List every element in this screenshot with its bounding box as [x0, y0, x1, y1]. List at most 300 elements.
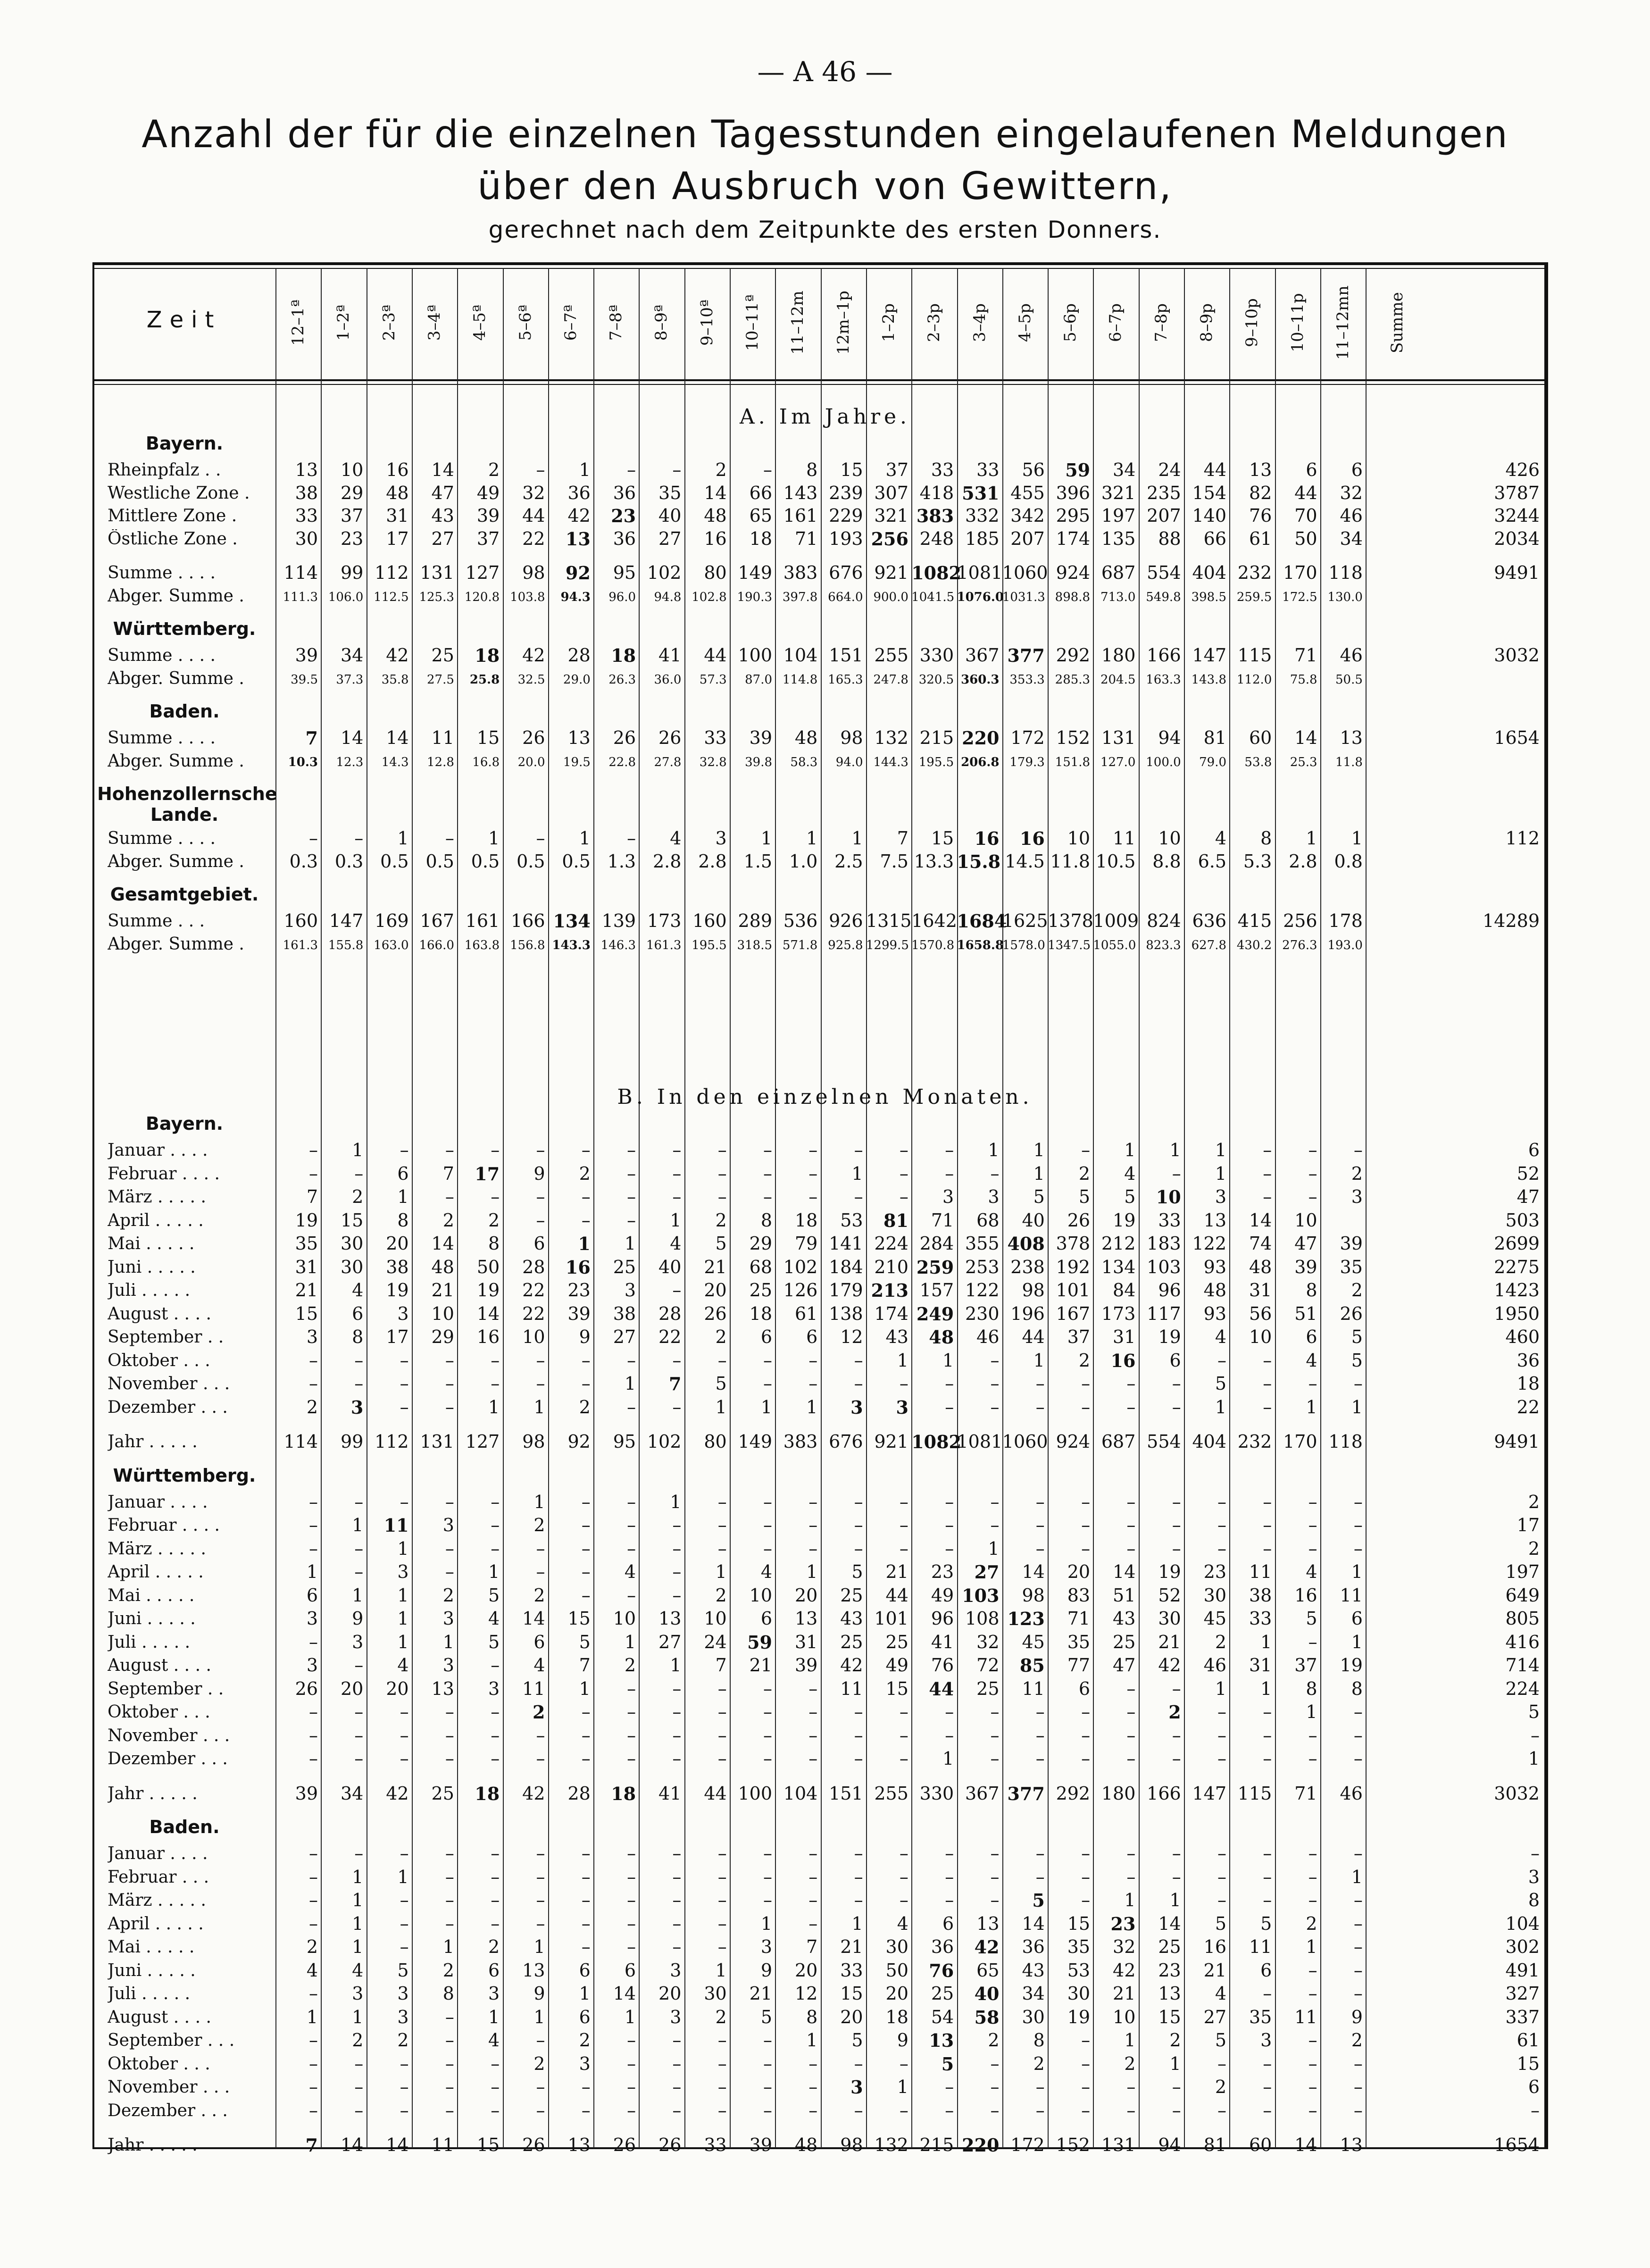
cell: 11 [840, 1678, 863, 1699]
cell: 2 [442, 1584, 454, 1606]
cell: 40 [974, 1983, 1000, 2004]
cell: – [717, 1186, 727, 1207]
row-total: 3244 [1494, 505, 1540, 526]
cell: 14 [522, 1608, 545, 1629]
cell: 1 [579, 1983, 591, 2004]
cell: – [581, 1843, 591, 1864]
cell: 1081 [957, 1431, 1003, 1452]
cell: – [627, 1350, 636, 1371]
cell: 98 [1022, 1280, 1045, 1301]
cell: 17 [386, 528, 409, 549]
cell: 126 [783, 1280, 818, 1301]
row-label: Abger. Summe . [108, 851, 244, 871]
cell: 554 [1147, 562, 1181, 583]
cell: 28 [522, 1256, 545, 1277]
cell: 15 [931, 828, 954, 849]
cell: 14 [1294, 2135, 1317, 2155]
cell: – [1263, 1983, 1272, 2004]
cell: – [1126, 1373, 1136, 1394]
cell: – [1263, 1491, 1272, 1512]
row-total: 22 [1517, 1396, 1540, 1418]
cell: 15 [476, 2135, 500, 2155]
cell: 27 [658, 1631, 682, 1652]
cell: 7 [897, 828, 908, 849]
cell: – [763, 1163, 772, 1184]
cell: – [1308, 1843, 1317, 1864]
cell: – [717, 2100, 727, 2121]
cell: 12.3 [336, 755, 364, 769]
cell: 408 [1007, 1233, 1045, 1254]
cell: – [1172, 1748, 1181, 1769]
cell: – [1126, 1678, 1136, 1699]
cell: 627.8 [1191, 938, 1226, 952]
cell: – [445, 1491, 454, 1512]
cell: – [400, 1350, 409, 1371]
cell: 25.3 [1290, 755, 1317, 769]
cell: 3 [397, 2006, 409, 2027]
cell: 31 [1113, 1326, 1136, 1347]
cell: 34 [1113, 459, 1136, 480]
cell: 15 [476, 727, 500, 748]
cell: 42 [840, 1655, 863, 1676]
cell: 33 [976, 459, 1000, 480]
cell: – [717, 2053, 727, 2074]
cell: 36 [931, 1936, 954, 1957]
cell: 1 [1351, 1631, 1363, 1652]
cell: – [1081, 1890, 1091, 1910]
cell: 66 [1203, 528, 1226, 549]
cell: – [309, 1538, 318, 1559]
cell: – [672, 1936, 682, 1957]
cell: 112 [375, 1431, 409, 1452]
cell: 21 [295, 1280, 318, 1301]
cell: 342 [1010, 505, 1045, 526]
cell: 1 [897, 2076, 908, 2097]
cell: 571.8 [782, 938, 818, 952]
cell: – [1217, 1843, 1226, 1864]
cell: – [717, 1538, 727, 1559]
cell: 50 [476, 1256, 500, 1277]
cell: 39 [749, 727, 772, 748]
cell: – [536, 1890, 545, 1910]
cell: 16 [1294, 1584, 1317, 1606]
cell: 43 [885, 1326, 908, 1347]
cell: 20.0 [517, 755, 545, 769]
cell: – [1308, 2076, 1317, 2097]
cell: 1347.5 [1048, 938, 1091, 952]
cell: 25 [885, 1631, 908, 1652]
cell: 5 [397, 1959, 409, 1981]
hour-header-5 [457, 271, 502, 375]
cell: 37 [1294, 1655, 1317, 1676]
cell: – [1126, 1701, 1136, 1722]
cell: 5 [1215, 1913, 1226, 1934]
cell: – [309, 1890, 318, 1910]
cell: – [1353, 1373, 1363, 1394]
cell: 360.3 [961, 672, 1000, 687]
hour-header-text: 10–11ª [743, 294, 762, 351]
cell: 10 [704, 1608, 727, 1629]
cell: – [354, 1701, 364, 1722]
cell: – [1172, 1163, 1181, 1184]
cell: 13 [658, 1608, 682, 1629]
row-total: 805 [1505, 1608, 1540, 1629]
cell: 45 [1022, 1631, 1045, 1652]
cell: 44 [885, 1584, 908, 1606]
cell: 367 [965, 645, 1000, 666]
cell: 144.3 [873, 755, 908, 769]
cell: – [945, 1538, 954, 1559]
cell: 32 [976, 1631, 1000, 1652]
cell: 115 [1237, 645, 1272, 666]
cell: 27 [658, 528, 682, 549]
cell: 3 [670, 1959, 682, 1981]
cell: – [945, 1701, 954, 1722]
cell: 1 [1260, 1678, 1272, 1699]
cell: 823.3 [1146, 938, 1181, 952]
cell: 2 [579, 2030, 591, 2051]
cell: 1 [806, 1561, 818, 1582]
cell: 232 [1237, 562, 1272, 583]
cell: 23 [340, 528, 364, 549]
cell: 41 [658, 1783, 682, 1804]
cell: 35 [1249, 2006, 1272, 2027]
cell: 42 [1158, 1655, 1181, 1676]
cell: – [990, 1866, 1000, 1887]
cell: 117 [1147, 1303, 1181, 1324]
row-label: Summe . . . . [108, 728, 216, 748]
cell: – [717, 1748, 727, 1769]
hour-header-20 [1139, 271, 1184, 375]
cell: 3 [670, 2006, 682, 2027]
cell: 127 [465, 562, 500, 583]
cell: 195.5 [692, 938, 727, 952]
cell: 6 [624, 1959, 636, 1981]
cell: 4 [1306, 1561, 1317, 1582]
row-total: – [1531, 1725, 1540, 1746]
cell: 157 [919, 1280, 954, 1301]
cell: 377 [1007, 1783, 1045, 1804]
cell: – [854, 1748, 863, 1769]
cell: – [491, 1515, 500, 1535]
cell: 1 [306, 1561, 318, 1582]
cell: 38 [613, 1303, 636, 1324]
row-label: Oktober . . . [108, 1702, 210, 1722]
hour-header-text: 6–7p [1106, 303, 1125, 342]
cell: 143 [783, 482, 818, 503]
cell: 36.0 [654, 672, 682, 687]
cell: 30 [1067, 1983, 1091, 2004]
cell: 1 [579, 1678, 591, 1699]
cell: 44 [929, 1678, 954, 1700]
cell: 22 [522, 1280, 545, 1301]
cell: 11 [1249, 1936, 1272, 1957]
cell: 45 [1203, 1608, 1226, 1629]
cell: – [672, 1890, 682, 1910]
cell: 172.5 [1282, 590, 1317, 604]
row-label: Mai . . . . . [108, 1937, 195, 1957]
cell: 531 [962, 482, 1000, 504]
cell: 1031.3 [1002, 590, 1045, 604]
cell: 98 [1022, 1584, 1045, 1606]
row-total: 9491 [1494, 1431, 1540, 1452]
cell: 3 [352, 1631, 364, 1652]
cell: 212 [1101, 1233, 1136, 1254]
cell: 10.5 [1095, 850, 1136, 872]
cell: – [1263, 1515, 1272, 1535]
cell: 56 [1249, 1303, 1272, 1324]
cell: – [763, 1748, 772, 1769]
cell: 94 [1158, 727, 1181, 748]
cell: 1 [942, 1350, 954, 1371]
cell: 41 [658, 645, 682, 666]
cell: 7 [668, 1373, 682, 1394]
cell: 39.8 [745, 755, 772, 769]
cell: 25 [613, 1256, 636, 1277]
cell: 127.0 [1100, 755, 1136, 769]
cell: 102 [647, 1431, 682, 1452]
cell: 18 [749, 1303, 772, 1324]
hour-header-text: 4–5p [1015, 303, 1034, 342]
cell: 5 [760, 2006, 772, 2027]
cell: – [1081, 1748, 1091, 1769]
cell: 4 [1215, 828, 1226, 849]
cell: 3 [306, 1608, 318, 1629]
cell: – [808, 2053, 818, 2074]
cell: – [990, 1701, 1000, 1722]
cell: 25 [931, 1983, 954, 2004]
cell: 61 [1249, 528, 1272, 549]
cell: 1 [1124, 1890, 1136, 1910]
cell: 193.0 [1327, 938, 1363, 952]
cell: 6 [579, 1959, 591, 1981]
cell: 71 [931, 1209, 954, 1231]
cell: 255 [874, 1783, 908, 1804]
cell: – [1126, 1866, 1136, 1887]
cell: 138 [829, 1303, 863, 1324]
cell: 26 [658, 2135, 682, 2155]
cell: – [1035, 1701, 1045, 1722]
cell: 163.3 [1146, 672, 1181, 687]
cell: – [627, 1163, 636, 1184]
cell: – [627, 828, 636, 849]
cell: 220 [962, 2135, 1000, 2156]
cell: 96 [1158, 1280, 1181, 1301]
cell: 101 [874, 1608, 908, 1629]
cell: – [536, 1538, 545, 1559]
cell: – [581, 1491, 591, 1512]
cell: – [763, 459, 772, 480]
cell: 1 [897, 1350, 908, 1371]
cell: 135 [1101, 528, 1136, 549]
cell: – [1035, 1396, 1045, 1418]
cell: – [1217, 1538, 1226, 1559]
cell: 332 [965, 505, 1000, 526]
cell: 15 [1158, 2006, 1181, 2027]
cell: 2 [1215, 1631, 1226, 1652]
cell: 26 [704, 1303, 727, 1324]
cell: 10 [1067, 828, 1091, 849]
cell: 94.3 [560, 590, 591, 604]
cell: – [1263, 1748, 1272, 1769]
cell: 5 [1351, 1350, 1363, 1371]
cell: – [717, 2030, 727, 2051]
cell: – [354, 2100, 364, 2121]
cell: 25 [840, 1631, 863, 1652]
cell: 39 [749, 2135, 772, 2155]
cell: 1658.8 [957, 938, 1004, 952]
cell: 0.8 [1334, 850, 1363, 872]
cell: 46 [1340, 505, 1363, 526]
cell: 235 [1147, 482, 1181, 503]
cell: 318.5 [737, 938, 772, 952]
cell: 183 [1147, 1233, 1181, 1254]
cell: 11 [1249, 1561, 1272, 1582]
cell: 167 [1056, 1303, 1091, 1324]
cell: – [445, 1373, 454, 1394]
row-label: Westliche Zone . [108, 483, 250, 503]
cell: 20 [386, 1233, 409, 1254]
cell: 5 [579, 1631, 591, 1652]
cell: 1 [442, 1631, 454, 1652]
cell: – [1217, 1890, 1226, 1910]
cell: – [309, 1373, 318, 1394]
cell: 206.8 [961, 755, 1000, 769]
cell: 31 [386, 505, 409, 526]
cell: 2 [533, 1701, 545, 1723]
cell: 180 [1101, 645, 1136, 666]
cell: 15 [840, 459, 863, 480]
cell: – [491, 1186, 500, 1207]
cell: 65 [976, 1959, 1000, 1981]
cell: – [1263, 1538, 1272, 1559]
cell: – [1081, 2030, 1091, 2051]
cell: 2 [352, 1186, 364, 1207]
cell: – [763, 2053, 772, 2074]
cell: 48 [1203, 1280, 1226, 1301]
hour-header-text: 7–8p [1151, 303, 1171, 342]
cell: 1 [352, 1913, 364, 1934]
cell: 1 [397, 1538, 409, 1559]
cell: – [536, 1350, 545, 1371]
cell: 141 [829, 1233, 863, 1254]
cell: 6 [806, 1326, 818, 1347]
cell: 54 [931, 2006, 954, 2027]
hour-header-17 [1002, 271, 1048, 375]
cell: 32 [1113, 1936, 1136, 1957]
cell: 26 [613, 2135, 636, 2155]
cell: 27 [1203, 2006, 1226, 2027]
cell: 8 [806, 459, 818, 480]
cell: 229 [829, 505, 863, 526]
cell: 0.3 [289, 850, 318, 872]
row-label: Juli . . . . . [108, 1281, 191, 1300]
cell: – [354, 828, 364, 849]
cell: 14 [1022, 1561, 1045, 1582]
cell: – [445, 1701, 454, 1722]
cell: 4 [670, 828, 682, 849]
cell: 687 [1101, 562, 1136, 583]
cell: 2 [442, 1209, 454, 1231]
cell: 40 [1022, 1209, 1045, 1231]
cell: 79 [794, 1233, 818, 1254]
cell: 27 [974, 1561, 1000, 1583]
cell: – [1308, 1748, 1317, 1769]
cell: 2 [1351, 2030, 1363, 2051]
cell: – [945, 2076, 954, 2097]
cell: 7 [305, 727, 318, 749]
cell: 197 [1101, 505, 1136, 526]
cell: 3 [442, 1655, 454, 1676]
cell: 1299.5 [866, 938, 909, 952]
page-number: — A 46 — [757, 56, 893, 88]
cell: 25 [840, 1584, 863, 1606]
cell: – [672, 1538, 682, 1559]
cell: 2 [1306, 1913, 1317, 1934]
cell: – [1035, 1373, 1045, 1394]
row-label: Summe . . . . [108, 563, 216, 583]
cell: 42 [522, 645, 545, 666]
cell: 2 [715, 459, 727, 480]
cell: 53 [1067, 1959, 1091, 1981]
cell: – [763, 1140, 772, 1160]
cell: 1 [578, 1233, 591, 1254]
cell: 13 [1158, 1983, 1181, 2004]
cell: 8 [1306, 1280, 1317, 1301]
cell: 8 [442, 1983, 454, 2004]
cell: 3 [760, 1936, 772, 1957]
cell: 2 [442, 1959, 454, 1981]
row-label: Jahr . . . . . [108, 2135, 198, 2155]
cell: 40 [658, 505, 682, 526]
cell: – [400, 1701, 409, 1722]
row-label: Summe . . . [108, 911, 205, 931]
cell: 20 [386, 1678, 409, 1699]
cell: 16 [565, 1256, 591, 1278]
row-label: Dezember . . . [108, 1397, 228, 1417]
cell: 30 [340, 1256, 364, 1277]
cell: 1 [397, 1608, 409, 1629]
cell: 925.8 [828, 938, 863, 952]
cell: 14 [340, 2135, 364, 2155]
cell: 12.8 [427, 755, 454, 769]
cell: – [1308, 1959, 1317, 1981]
cell: 156.8 [510, 938, 545, 952]
row-total: 416 [1505, 1631, 1540, 1652]
cell: 7 [305, 2135, 318, 2156]
cell: – [1353, 1140, 1363, 1160]
cell: 676 [829, 562, 863, 583]
group-name: Württemberg. [113, 1465, 256, 1486]
cell: 27 [431, 528, 454, 549]
row-total: 14289 [1483, 910, 1540, 931]
cell: – [1126, 1515, 1136, 1535]
cell: 20 [794, 1584, 818, 1606]
cell: – [491, 1655, 500, 1676]
cell: 8 [488, 1233, 500, 1254]
cell: 1 [1351, 828, 1363, 849]
cell: – [627, 1396, 636, 1418]
cell: – [581, 1538, 591, 1559]
cell: 536 [783, 910, 818, 931]
cell: 2 [533, 2053, 545, 2074]
cell: 36 [613, 482, 636, 503]
cell: 44 [704, 1783, 727, 1804]
cell: 6.5 [1198, 850, 1226, 872]
cell: 1 [851, 1163, 863, 1184]
cell: 77 [1067, 1655, 1091, 1676]
cell: – [491, 2053, 500, 2074]
